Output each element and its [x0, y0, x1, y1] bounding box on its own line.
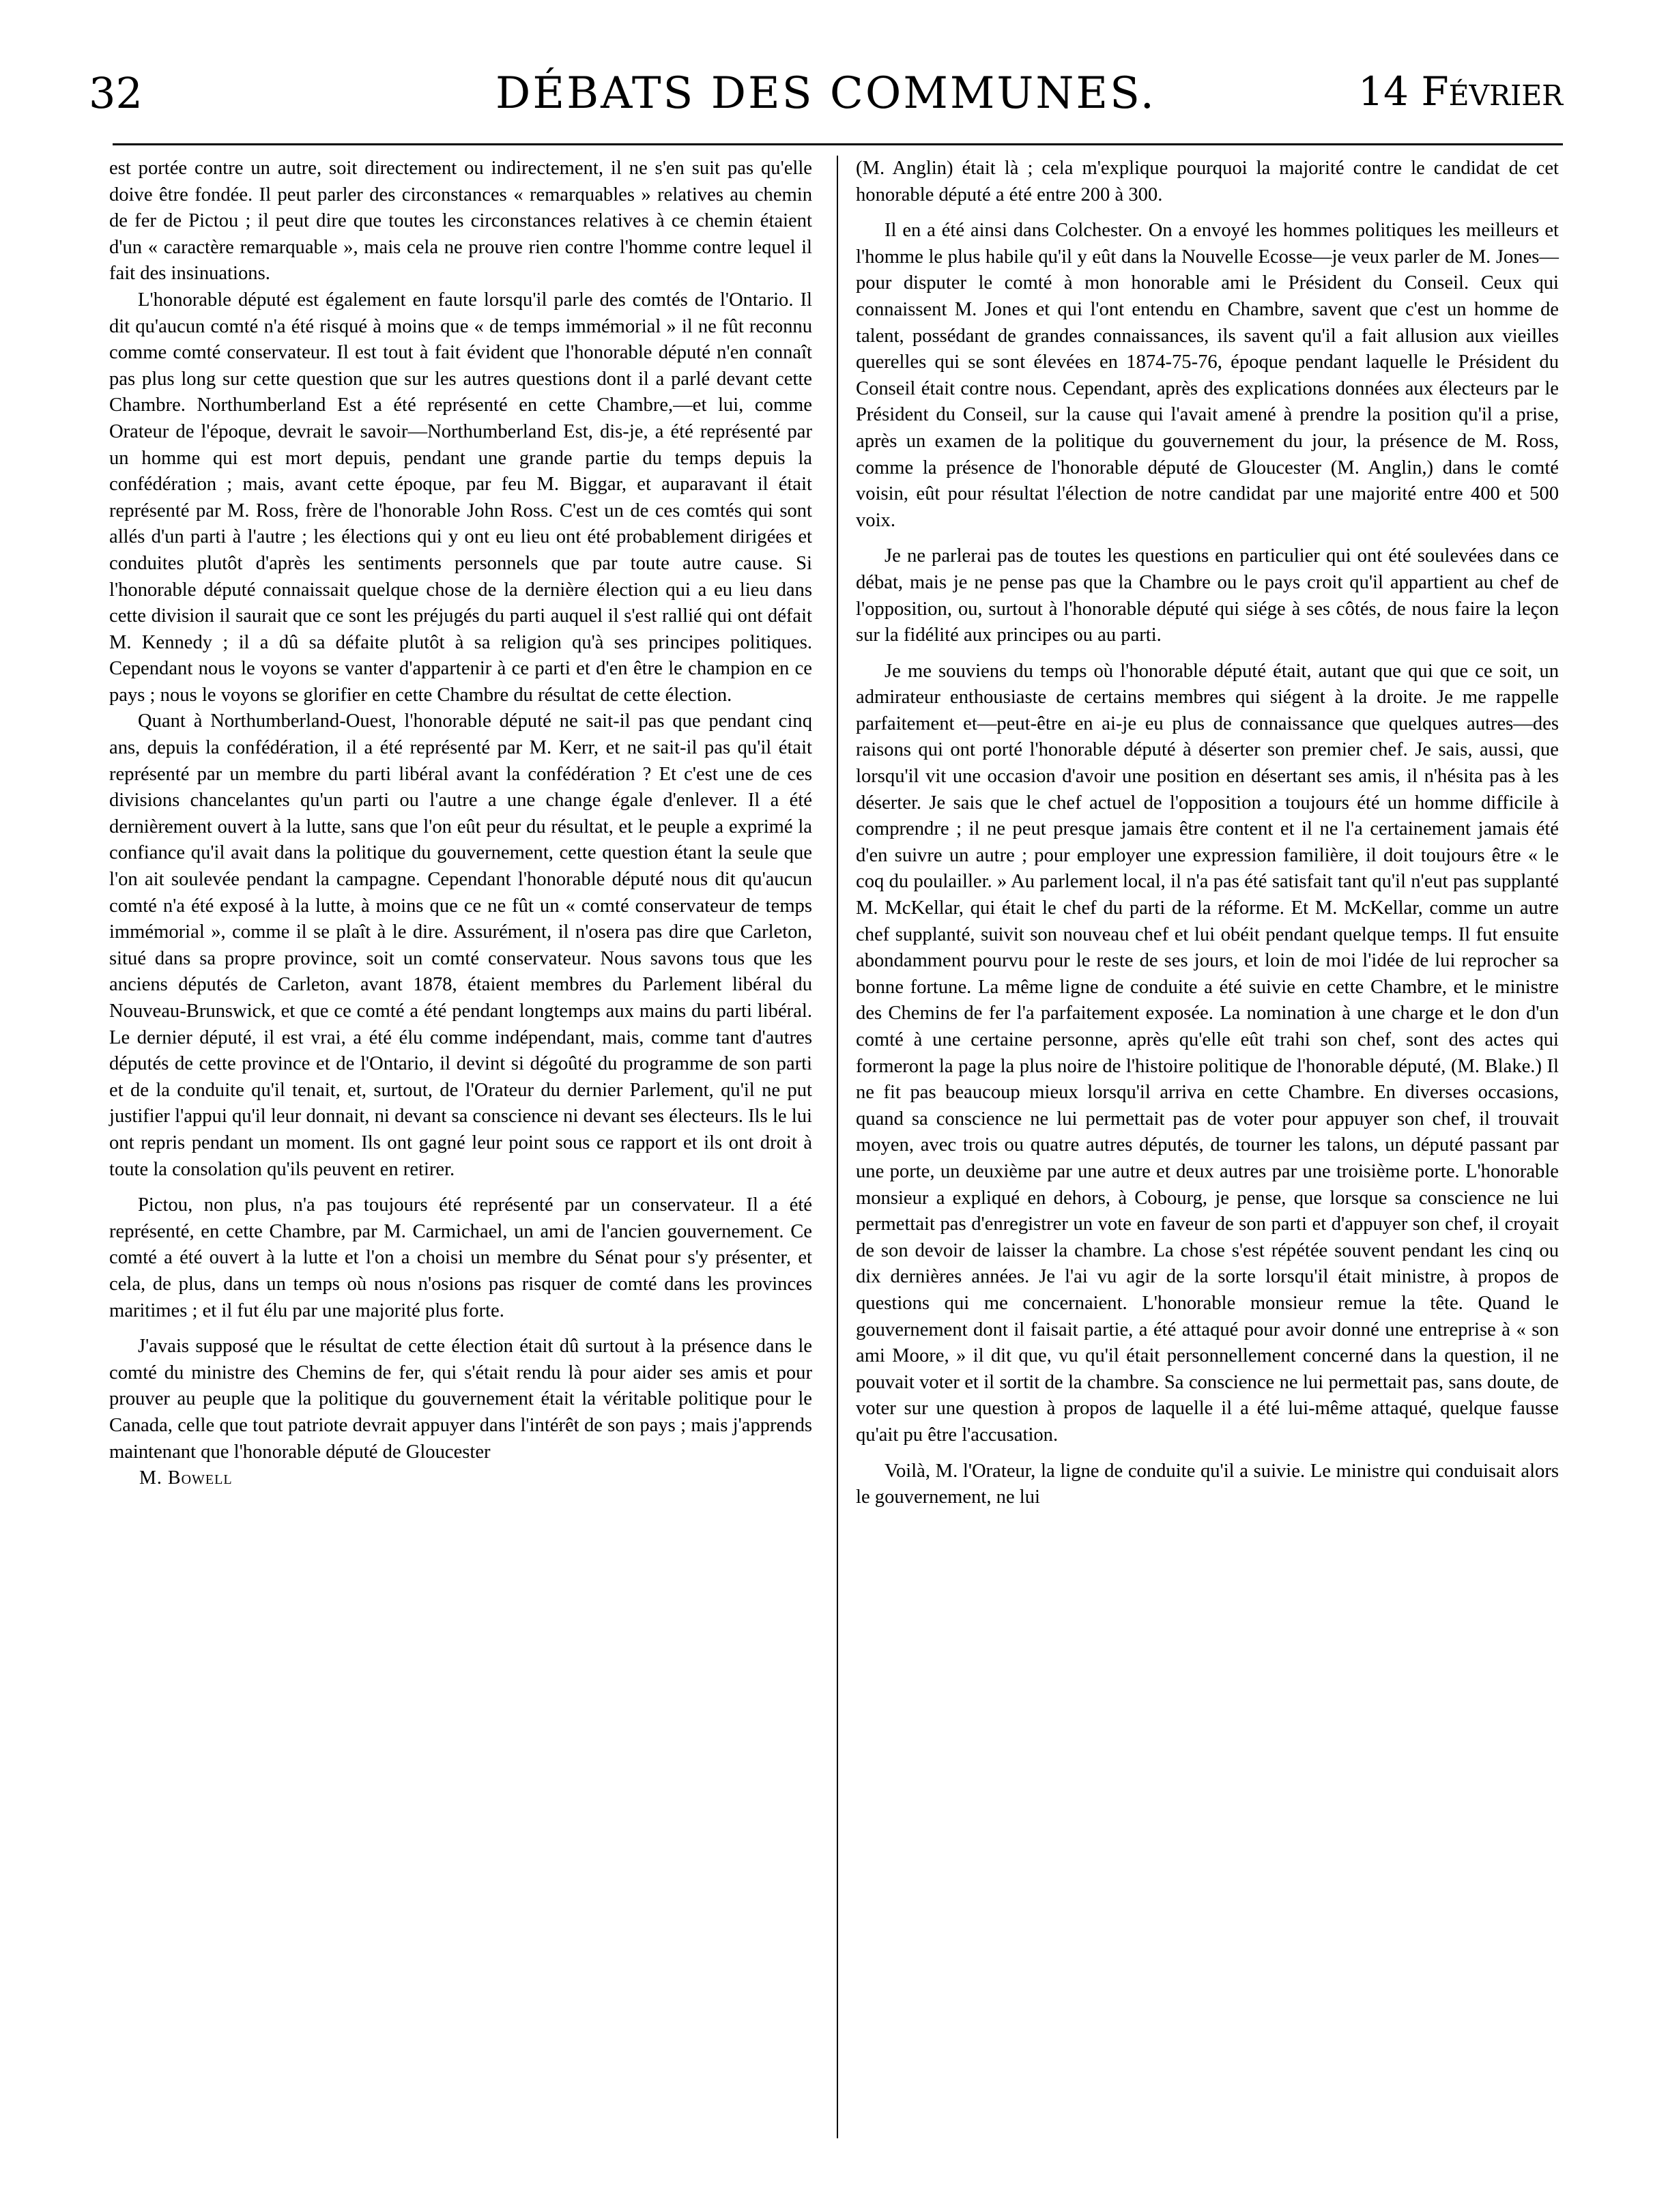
column-divider [837, 156, 838, 2138]
left-paragraph-4: Pictou, non plus, n'a pas toujours été représenté par un conservateur. Il a été représenté, en cette Chambre, par M. Carmichael, un ami de l'ancien gouvernement. Ce comté a été ouvert à la lutte et l'on a choisi un membre du Sénat pour s'y présenter, et cela, de plus, dans un temps où nous n'osions pas risquer de comté dans les provinces maritimes ; et il fut élu par une majorité plus forte. [109, 1194, 812, 1321]
right-paragraph-1: (M. Anglin) était là ; cela m'explique pourquoi la majorité contre le candidat de cet honorable député a été entre 200 à 300. [856, 158, 1559, 205]
left-paragraph-1: est portée contre un autre, soit directement ou indirectement, il ne s'en suit pas qu'elle doive être fondée. Il peut parler des circonstances « remarquables » relatives au chemin de fer de Pictou ; il peut dire que toutes les circonstances relatives à ce chemin étaient d'un « caractère remarquable », mais cela ne prouve rien contre l'homme contre lequel il fait des insinuations. [109, 158, 812, 285]
left-paragraph-2: L'honorable député est également en faute lorsqu'il parle des comtés de l'Ontario. Il dit qu'aucun comté n'a été risqué à moins que « de temps immémorial » il ne fût reconnu comme comté conservateur. Il est tout à fait évident que l'honorable député n'en connaît pas plus long sur cette question que sur les autres questions dont il a parlé devant cette Chambre. Northumberland Est a été représenté en cette Chambre,—et lui, comme Orateur de l'époque, devrait le savoir—Northumberland Est, dis-je, a été représenté par un homme qui est mort depuis, pendant une grande partie du temps depuis la confédération ; mais, avant cette époque, par feu M. Biggar, et auparavant il était représenté par M. Ross, frère de l'honorable John Ross. C'est un de ces comtés qui sont allés d'un parti à l'autre ; les élections qui y ont eu lieu ont été probablement dirigées et conduites plutôt d'après les sentiments personnels que par toute autre cause. Si l'honorable député connaissait quelque chose de la dernière élection qui a eu lieu dans cette division il saurait que ce sont les préjugés du parti auquel il s'est rallié qui ont défait M. Kennedy ; il a dû sa défaite plutôt à sa religion qu'à ses principes politiques. Cependant nous le voyons se vanter d'appartenir à ce parti et d'en être le champion en ce pays ; nous le voyons se glorifier en cette Chambre du résultat de cette élection. [109, 289, 812, 706]
right-paragraph-2: Il en a été ainsi dans Colchester. On a envoyé les hommes politiques les meilleurs et l'homme le plus habile qu'il y eût dans la Nouvelle Ecosse—je veux parler de M. Jones—pour disputer le comté à mon honorable ami le Président du Conseil. Ceux qui connaissent M. Jones et qui l'ont entendu en Chambre, savent que c'est un homme de talent, possédant de grandes connaissances, ils savent qu'il a fait allusion aux vieilles querelles qui se sont élevées en 1874-75-76, époque pendant laquelle le Président du Conseil était contre nous. Cependant, après des explications données aux électeurs par le Président du Conseil, sur la cause qui l'avait amené à prendre la position qu'il a prise, après un examen de la politique du gouvernement du jour, la présence de M. Ross, comme la présence de l'honorable député de Gloucester (M. Anglin,) dans le comté voisin, eût pour résultat l'élection de notre candidat par une majorité entre 400 et 500 voix. [856, 220, 1559, 531]
page-date [1358, 68, 1563, 115]
left-column [109, 156, 812, 1492]
header-rule [113, 143, 1563, 145]
page-number: 32 [89, 68, 143, 118]
right-paragraph-5: Voilà, M. l'Orateur, la ligne de conduite qu'il a suivie. Le ministre qui conduisait alors le gouvernement, ne lui [856, 1460, 1559, 1508]
right-column [856, 156, 1559, 1511]
right-paragraph-3: Je ne parlerai pas de toutes les questions en particulier qui ont été soulevées dans ce débat, mais je ne pense pas que la Chambre ou le pays croit qu'il appartient au chef de l'opposition, ou, surtout à l'honorable député qui siége à ses côtés, de nous faire la leçon sur la fidélité aux principes ou au parti. [856, 545, 1559, 646]
left-paragraph-3: Quant à Northumberland-Ouest, l'honorable député ne sait-il pas que pendant cinq ans, depuis la confédération, il a été représenté par M. Kerr, et ne sait-il pas qu'il était représenté par un membre du parti libéral avant la confédération ? Et c'est une de ces divisions chancelantes qu'un parti ou l'autre a une change égale d'enlever. Il a été dernièrement ouvert à la lutte, sans que l'on eût peur du résultat, et le peuple a exprimé la confiance qu'il avait dans la politique du gouvernement, cette question étant la seule que l'on ait soulevée pendant la campagne. Cependant l'honorable député nous dit qu'aucun comté n'a été exposé à la lutte, à moins que ce ne fût un « comté conservateur de temps immémorial », comme il se plaît à le dire. Assurément, il n'osera pas dire que Carleton, situé dans sa propre province, soit un comté conservateur. Nous savons tous que les anciens députés de Carleton, avant 1878, étaient membres du Parlement libéral du Nouveau-Brunswick, et que ce comté a été pendant longtemps aux mains du parti libéral. Le dernier député, il est vrai, a été élu comme indépendant, mais, comme tant d'autres députés de cette province et de l'Ontario, il devint si dégoûté du programme de son parti et de la conduite qu'il tenait, et, surtout, de l'Orateur du dernier Parlement, qu'il ne put justifier l'appui qu'il leur donnait, ni devant sa conscience ni devant ses électeurs. Ils le lui ont repris pendant un moment. Ils ont gagné leur point sous ce rapport et ils ont droit à toute la consolation qu'ils peuvent en retirer. [109, 710, 812, 1180]
publication-title: DÉBATS DES COMMUNES. [495, 68, 1156, 119]
right-paragraph-4: Je me souviens du temps où l'honorable député était, autant que qui que ce soit, un admirateur enthousiaste de certains membres qui siégent à la droite. Je me rappelle parfaitement et—peut-être en ai-je eu plus de connaissance que quelques autres—des raisons qui ont porté l'honorable député à déserter son premier chef. Je sais, aussi, que lorsqu'il vit une occasion d'avoir une position en désertant ses amis, il n'hésita pas à les déserter. Je sais que le chef actuel de l'opposition a toujours été un homme difficile à comprendre ; il ne peut presque jamais être content et il ne l'a certainement jamais été d'en suivre un autre ; pour employer une expression familière, il doit toujours être « le coq du poulailler. » Au parlement local, il n'a pas été satisfait tant qu'il n'eut pas supplanté M. McKellar, qui était le chef du parti de la réforme. Et M. McKellar, comme un autre chef supplanté, suivit son nouveau chef et lui obéit pendant quelque temps. Il fut ensuite abondamment pourvu pour le reste de ses jours, et loin de moi l'idée de lui reprocher sa bonne fortune. La même ligne de conduite a été suivie en cette Chambre, et le ministre des Chemins de fer l'a parfaitement exposée. La nomination à une charge et le don d'un comté à une certaine personne, après qu'elle eût trahi son chef, sont des actes qui formeront la page la plus noire de l'histoire politique de l'honorable député, (M. Blake.) Il ne fit pas beaucoup mieux lorsqu'il arriva en cette Chambre. En diverses occasions, quand sa conscience ne lui permettait pas de voter pour appuyer son chef, il trouvait moyen, avec trois ou quatre autres députés, de tourner les talons, un député passant par une porte, un deuxième par une autre et deux autres par une troisième porte. L'honorable monsieur a expliqué en dehors, à Cobourg, je pense, que lorsque sa conscience ne lui permettait pas d'enregistrer un vote en faveur de son parti et d'appuyer son chef, il croyait de son devoir de laisser la chambre. La chose s'est répétée souvent pendant les cinq ou dix dernières années. Je l'ai vu agir de la sorte lorsqu'il était ministre, à propos de questions qui me concernaient. L'honorable monsieur remue la tête. Quand le gouvernement dont il faisait partie, a été attaqué pour avoir donné une entreprise à « son ami Moore, » il dit que, vu qu'il était personnellement concerné dans la question, il ne pouvait voter et il sortit de la chambre. Sa conscience ne lui permettait pas, sans doute, de voter sur une question à propos de laquelle il a été lui-même attaqué, quelque fausse qu'ait pu être l'accusation. [856, 660, 1559, 1446]
left-paragraph-5: J'avais supposé que le résultat de cette élection était dû surtout à la présence dans le comté du ministre des Chemins de fer, qui s'était rendu là pour aider ses amis et pour prouver au peuple que la politique du gouvernement était la véritable politique pour le Canada, celle que tout patriote devrait appuyer dans l'intérêt de son pays ; mais j'apprends maintenant que l'honorable député de Gloucester [109, 1336, 812, 1463]
page-date-text: 14 Février [1358, 68, 1563, 115]
speaker-footer: M. Bowell [139, 1467, 233, 1489]
page-header [89, 68, 1563, 130]
